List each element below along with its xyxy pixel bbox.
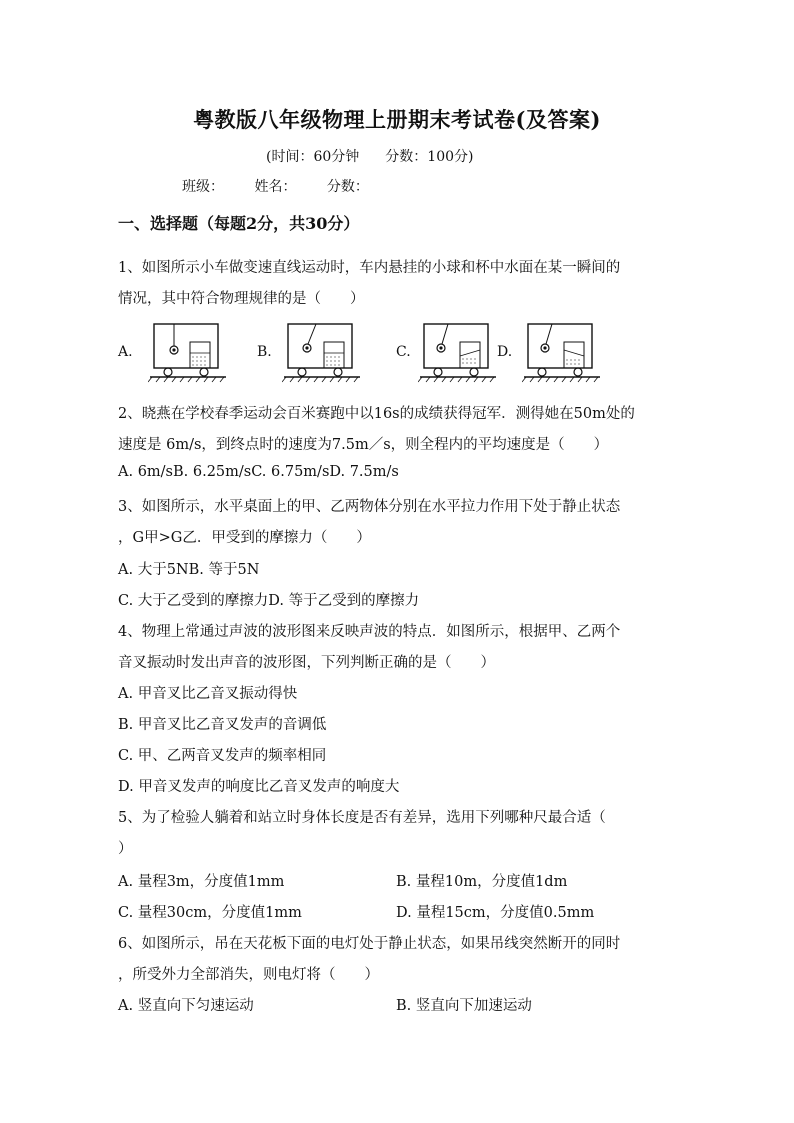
q5-option-d: D. 量程15cm，分度值0.5mm xyxy=(396,905,595,921)
q4-option-c: C. 甲、乙两音叉发声的频率相同 xyxy=(118,748,327,764)
q6-line2: ，所受外力全部消失，则电灯将（ ） xyxy=(118,967,379,983)
student-info xyxy=(182,176,395,196)
q1-option-a-label: A. xyxy=(118,344,133,360)
time-text: (时间：60分钟 xyxy=(266,149,360,165)
q1-line2: 情况，其中符合物理规律的是（ ） xyxy=(118,291,365,307)
exam-title: 粤教版八年级物理上册期末考试卷(及答案) xyxy=(193,107,601,132)
q6-option-a: A. 竖直向下匀速运动 xyxy=(118,998,254,1014)
q2-options: A. 6m/sB. 6.25m/sC. 6.75m/sD. 7.5m/s xyxy=(118,464,399,480)
name-label: 姓名： xyxy=(254,179,297,195)
q2-line1: 2、晓燕在学校春季运动会百米赛跑中以16s的成绩获得冠军．测得她在50m处的 xyxy=(118,406,635,422)
q1-figure-b xyxy=(282,322,362,384)
q4-line2: 音叉振动时发出声音的波形图，下列判断正确的是（ ） xyxy=(118,655,495,671)
q1-figure-a xyxy=(148,322,228,384)
q3-options-line2: C. 大于乙受到的摩擦力D. 等于乙受到的摩擦力 xyxy=(118,593,420,609)
q2-line2: 速度是 6m/s，到终点时的速度为7.5m／s，则全程内的平均速度是（ ） xyxy=(118,437,609,453)
q5-line1: 5、为了检验人躺着和站立时身体长度是否有差异，选用下列哪种尺最合适（ xyxy=(118,810,606,826)
q4-option-d: D. 甲音叉发声的响度比乙音叉发声的响度大 xyxy=(118,779,400,795)
score-total-text: 分数：100分) xyxy=(385,149,474,165)
score-label: 分数： xyxy=(326,179,369,195)
class-label: 班级： xyxy=(182,179,224,195)
q3-line2: ，G甲>G乙．甲受到的摩擦力（ ） xyxy=(118,530,371,546)
q1-figure-d xyxy=(522,322,602,384)
q4-option-b: B. 甲音叉比乙音叉发声的音调低 xyxy=(118,717,327,733)
q3-line1: 3、如图所示，水平桌面上的甲、乙两物体分别在水平拉力作用下处于静止状态 xyxy=(118,499,621,515)
q4-option-a: A. 甲音叉比乙音叉振动得快 xyxy=(118,686,298,702)
q6-line1: 6、如图所示，吊在天花板下面的电灯处于静止状态，如果吊线突然断开的同时 xyxy=(118,936,621,952)
q1-option-d-label: D. xyxy=(497,344,513,360)
q1-option-b-label: B. xyxy=(257,344,272,360)
q5-option-b: B. 量程10m，分度值1dm xyxy=(396,874,568,890)
q1-option-c-label: C. xyxy=(396,344,411,360)
section-heading: 一、选择题（每题2分，共30分） xyxy=(118,214,360,233)
q5-option-c: C. 量程30cm，分度值1mm xyxy=(118,905,302,921)
q3-options-line1: A. 大于5NB. 等于5N xyxy=(118,562,260,578)
q5-line2: ） xyxy=(118,841,133,857)
q4-line1: 4、物理上常通过声波的波形图来反映声波的特点．如图所示，根据甲、乙两个 xyxy=(118,624,621,640)
q1-figure-c xyxy=(418,322,498,384)
exam-meta xyxy=(266,146,499,166)
q1-line1: 1、如图所示小车做变速直线运动时，车内悬挂的小球和杯中水面在某一瞬间的 xyxy=(118,260,621,276)
q5-option-a: A. 量程3m，分度值1mm xyxy=(118,874,285,890)
q6-option-b: B. 竖直向下加速运动 xyxy=(396,998,532,1014)
